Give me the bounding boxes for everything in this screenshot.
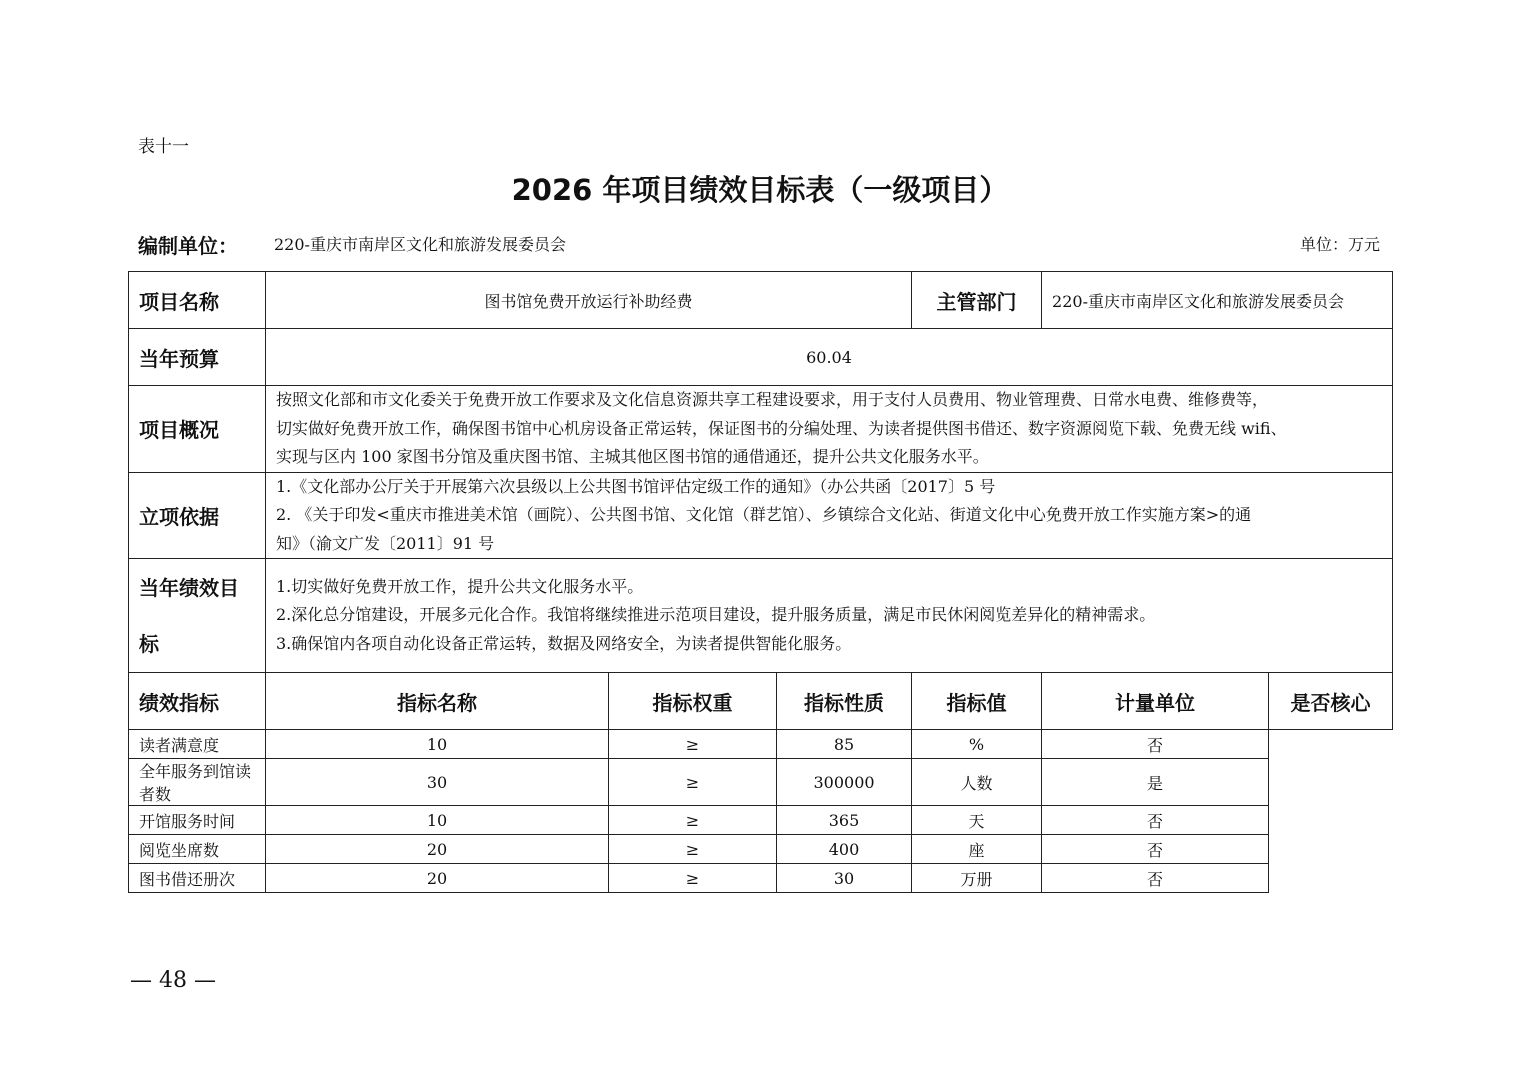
table-row bbox=[129, 730, 1393, 759]
table-cell: 30 bbox=[266, 759, 609, 806]
table-label: 表十一 bbox=[138, 137, 189, 157]
table-cell: ≥ bbox=[609, 759, 777, 806]
table-cell: 阅览坐席数 bbox=[129, 835, 266, 864]
table-cell: 否 bbox=[1042, 806, 1269, 835]
basis-line: 1.《文化部办公厅关于开展第六次县级以上公共图书馆评估定级工作的通知》（办公共函〔2017〕5 号 bbox=[276, 476, 996, 496]
table-cell: ≥ bbox=[609, 864, 777, 893]
table-row bbox=[129, 806, 1393, 835]
header-cell: 指标值 bbox=[912, 673, 1042, 730]
table-cell: 座 bbox=[912, 835, 1042, 864]
header-cell: 指标权重 bbox=[609, 673, 777, 730]
page-title: 2026 年项目绩效目标表（一级项目） bbox=[511, 173, 1009, 207]
table-cell: 10 bbox=[266, 806, 609, 835]
overview-line: 切实做好免费开放工作，确保图书馆中心机房设备正常运转，保证图书的分编处理、为读者提供图书借还、数字资源阅览下载、免费无线 wifi、 bbox=[276, 418, 1287, 438]
budget-label: 当年预算 bbox=[129, 329, 266, 386]
table-row bbox=[129, 835, 1393, 864]
project-name-label: 项目名称 bbox=[129, 272, 266, 329]
header-cell: 是否核心 bbox=[1269, 673, 1393, 730]
dept-value: 220-重庆市南岸区文化和旅游发展委员会 bbox=[1042, 272, 1393, 329]
table-cell: 万册 bbox=[912, 864, 1042, 893]
overview-line: 按照文化部和市文化委关于免费开放工作要求及文化信息资源共享工程建设要求，用于支付人员费用、物业管理费、日常水电费、维修费等， bbox=[276, 390, 1269, 409]
table-cell: 是 bbox=[1042, 759, 1269, 806]
header-cell: 指标性质 bbox=[777, 673, 912, 730]
goal-label: 当年绩效目标 bbox=[129, 559, 266, 673]
goals-text bbox=[266, 559, 1393, 673]
table-cell: 天 bbox=[912, 806, 1042, 835]
goal-line: 1.切实做好免费开放工作，提升公共文化服务水平。 bbox=[276, 576, 644, 596]
basis-text bbox=[266, 472, 1393, 559]
header-cell: 指标名称 bbox=[266, 673, 609, 730]
table-cell: ≥ bbox=[609, 835, 777, 864]
table-cell: % bbox=[912, 730, 1042, 759]
org-label: 编制单位： bbox=[138, 234, 238, 258]
table-cell: 85 bbox=[777, 730, 912, 759]
page-number: — 48 — bbox=[130, 968, 216, 993]
table-cell: 全年服务到馆读者数 bbox=[129, 759, 266, 806]
table-cell: 否 bbox=[1042, 835, 1269, 864]
table-cell: 20 bbox=[266, 835, 609, 864]
table-cell: ≥ bbox=[609, 730, 777, 759]
org-value: 220-重庆市南岸区文化和旅游发展委员会 bbox=[274, 235, 566, 254]
table-cell: 否 bbox=[1042, 864, 1269, 893]
header-cell: 计量单位 bbox=[1042, 673, 1269, 730]
overview-label: 项目概况 bbox=[129, 386, 266, 473]
table-cell: 否 bbox=[1042, 730, 1269, 759]
goal-line: 2.深化总分馆建设，开展多元化合作。我馆将继续推进示范项目建设，提升服务质量，满足市民休闲阅览差异化的精神需求。 bbox=[276, 605, 1156, 625]
basis-line: 知》（渝文广发〔2011〕91 号 bbox=[276, 533, 495, 553]
performance-table bbox=[128, 271, 1393, 893]
unit-label: 单位：万元 bbox=[1299, 235, 1380, 254]
overview-line: 实现与区内 100 家图书分馆及重庆图书馆、主城其他区图书馆的通借通还，提升公共文化服务水平。 bbox=[276, 447, 989, 466]
basis-label: 立项依据 bbox=[129, 472, 266, 559]
table-cell: 400 bbox=[777, 835, 912, 864]
project-name: 图书馆免费开放运行补助经费 bbox=[266, 272, 912, 329]
table-cell: 20 bbox=[266, 864, 609, 893]
table-row bbox=[129, 759, 1393, 806]
basis-line: 2. 《关于印发<重庆市推进美术馆（画院）、公共图书馆、文化馆（群艺馆）、乡镇综合文化站、街道文化中心免费开放工作实施方案>的通 bbox=[276, 505, 1252, 524]
table-cell: 人数 bbox=[912, 759, 1042, 806]
table-row bbox=[129, 864, 1393, 893]
table-cell: 30 bbox=[777, 864, 912, 893]
budget-value: 60.04 bbox=[266, 329, 1393, 386]
table-cell: 10 bbox=[266, 730, 609, 759]
indicator-label: 绩效指标 bbox=[129, 673, 266, 730]
dept-label: 主管部门 bbox=[912, 272, 1042, 329]
table-cell: ≥ bbox=[609, 806, 777, 835]
table-cell: 读者满意度 bbox=[129, 730, 266, 759]
table-cell: 300000 bbox=[777, 759, 912, 806]
goal-line: 3.确保馆内各项自动化设备正常运转，数据及网络安全，为读者提供智能化服务。 bbox=[276, 633, 852, 653]
table-cell: 365 bbox=[777, 806, 912, 835]
table-cell: 图书借还册次 bbox=[129, 864, 266, 893]
overview-text bbox=[266, 386, 1393, 473]
table-cell: 开馆服务时间 bbox=[129, 806, 266, 835]
